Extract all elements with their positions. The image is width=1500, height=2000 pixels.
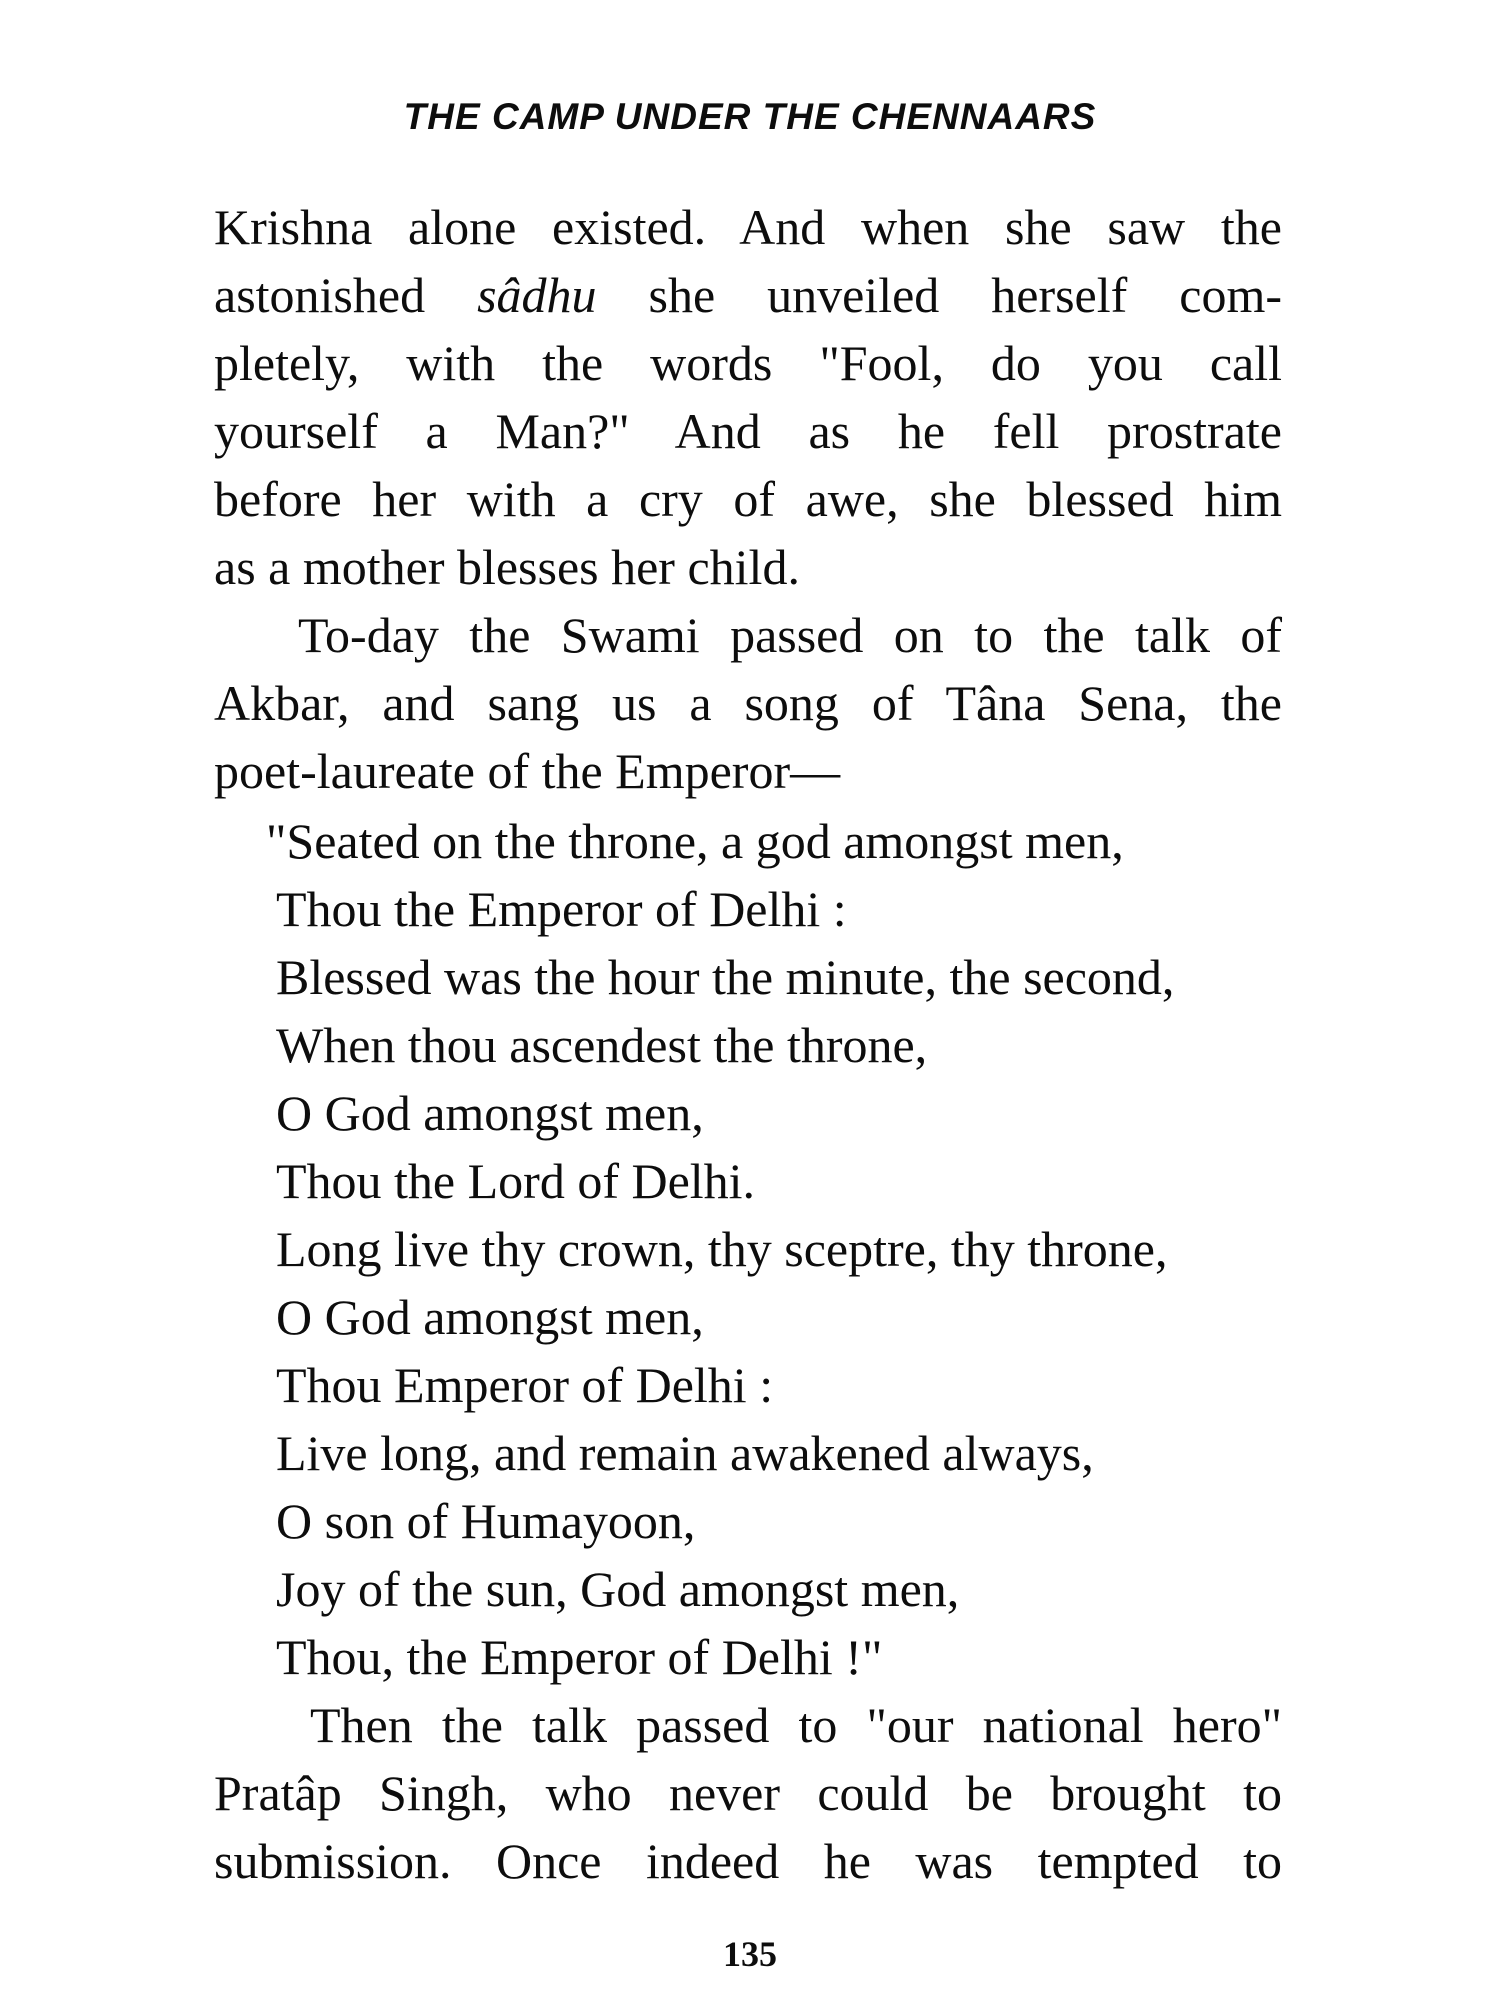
verse-line-13: Thou, the Emperor of Delhi !" bbox=[276, 1629, 883, 1685]
verse-line-8: O God amongst men, bbox=[276, 1289, 704, 1345]
verse-line-6: Thou the Lord of Delhi. bbox=[276, 1153, 756, 1209]
text-segment: she unveiled herself com- bbox=[648, 267, 1282, 323]
verse-line-10: Live long, and remain awakened always, bbox=[276, 1425, 1094, 1481]
text-line-8: Akbar, and sang us a song of Tâna Sena, the bbox=[214, 675, 1282, 731]
verse-line-12: Joy of the sun, God amongst men, bbox=[276, 1561, 960, 1617]
text-line-4: yourself a Man?" And as he fell prostrate bbox=[214, 403, 1282, 459]
verse-line-5: O God amongst men, bbox=[276, 1085, 704, 1141]
verse-line-2: Thou the Emperor of Delhi : bbox=[276, 881, 847, 937]
paragraph-start-line: To-day the Swami passed on to the talk of bbox=[298, 607, 1282, 663]
text-line-6: as a mother blesses her child. bbox=[214, 539, 800, 595]
page-number: 135 bbox=[723, 1934, 777, 1974]
text-line-3: pletely, with the words "Fool, do you call bbox=[214, 335, 1282, 391]
text-line-5: before her with a cry of awe, she blessed him bbox=[214, 471, 1282, 527]
text-line-2 bbox=[214, 267, 1282, 323]
text-line-25: Pratâp Singh, who never could be brought to bbox=[214, 1765, 1282, 1821]
running-header: THE CAMP UNDER THE CHENNAARS bbox=[403, 96, 1097, 137]
text-segment: astonished bbox=[214, 267, 426, 323]
text-line-9: poet-laureate of the Emperor— bbox=[214, 743, 841, 799]
verse-line-3: Blessed was the hour the minute, the second, bbox=[276, 949, 1175, 1005]
text-line-26: submission. Once indeed he was tempted to bbox=[214, 1833, 1282, 1889]
verse-line-11: O son of Humayoon, bbox=[276, 1493, 696, 1549]
paragraph-start-line: Then the talk passed to "our national hero" bbox=[310, 1697, 1282, 1753]
verse-line-9: Thou Emperor of Delhi : bbox=[276, 1357, 774, 1413]
verse-line-4: When thou ascendest the throne, bbox=[276, 1017, 928, 1073]
verse-line-7: Long live thy crown, thy sceptre, thy throne, bbox=[276, 1221, 1168, 1277]
text-line-1: Krishna alone existed. And when she saw the bbox=[214, 199, 1282, 255]
italic-word-sadhu: sâdhu bbox=[477, 267, 597, 323]
verse-line-1: "Seated on the throne, a god amongst men, bbox=[266, 813, 1124, 869]
